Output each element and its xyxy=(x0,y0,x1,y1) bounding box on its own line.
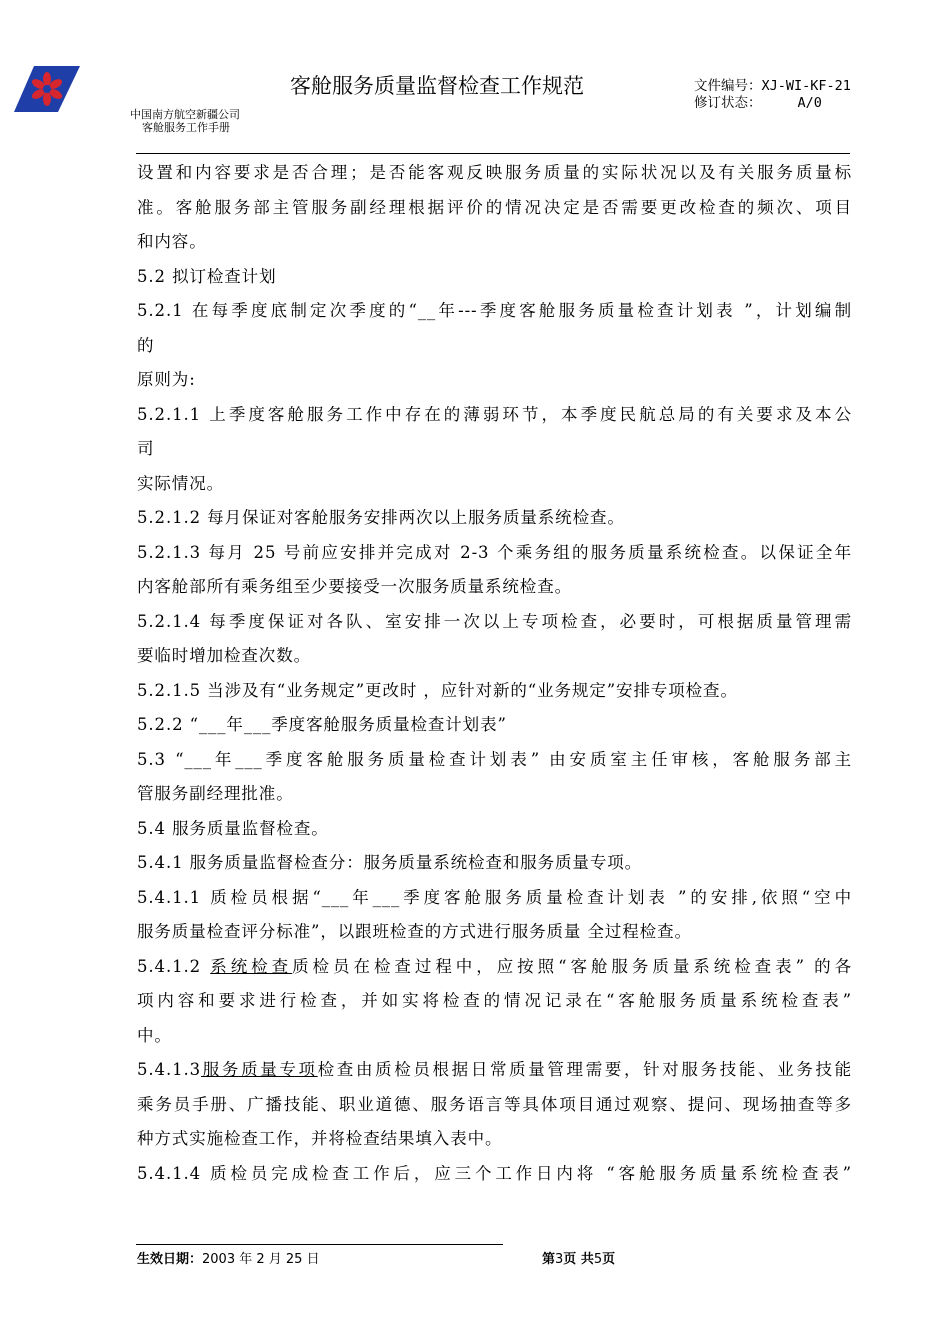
body-line: 5.4.1 服务质量监督检查分：服务质量系统检查和服务质量专项。 xyxy=(137,853,643,872)
document-meta xyxy=(694,78,851,112)
body-line: 5.2.1.3 每月 25 号前应安排并完成对 2-3 个乘务组的服务质量系统检查。以保证全年 xyxy=(137,542,852,562)
page-mid: 页 共 xyxy=(563,1252,594,1267)
company-name: 中国南方航空新疆公司 xyxy=(130,108,240,121)
body-line: 5.2.1.4 每季度保证对各队、室安排一次以上专项检查，必要时，可根据质量管理需 xyxy=(137,611,852,631)
revision: A/0 xyxy=(797,95,822,111)
body-line: 乘务员手册、广播技能、职业道德、服务语言等具体项目通过观察、提问、现场抽查等多 xyxy=(137,1094,852,1114)
document-body xyxy=(137,156,852,1191)
body-line: 的 xyxy=(137,335,155,355)
body-line: 5.2.1.2 每月保证对客舱服务安排两次以上服务质量系统检查。 xyxy=(137,508,625,527)
revision-label: 修订状态： xyxy=(694,95,762,111)
body-line: 内客舱部所有乘务组至少要接受一次服务质量系统检查。 xyxy=(137,577,572,596)
company-logo xyxy=(14,64,80,114)
header-divider xyxy=(136,153,850,154)
underlined-term: 系统检查 xyxy=(210,956,293,976)
page-total: 5 xyxy=(593,1252,603,1267)
company-block xyxy=(130,108,240,134)
body-line: 实际情况。 xyxy=(137,473,224,493)
underlined-term: 服务质量专项 xyxy=(201,1060,318,1079)
body-line: 项内容和要求进行检查，并如实将检查的情况记录在“客舱服务质量系统检查表” xyxy=(137,991,852,1010)
body-line: 司 xyxy=(137,439,155,458)
body-line: 准。客舱服务部主管服务副经理根据评价的情况决定是否需要更改检查的频次、项目 xyxy=(137,197,852,217)
doc-no: XJ-WI-KF-21 xyxy=(761,78,851,94)
page-prefix: 第 xyxy=(542,1252,556,1267)
manual-name: 客舱服务工作手册 xyxy=(142,121,230,134)
body-line: 5.2.1 在每季度底制定次季度的“__年---季度客舱服务质量检查计划表 ”，计划编制 xyxy=(137,301,852,320)
body-line: 管服务副经理批准。 xyxy=(137,784,294,803)
body-line: 种方式实施检查工作，并将检查结果填入表中。 xyxy=(137,1129,503,1148)
body-line: 5.2.1.5 当涉及有“业务规定”更改时 ，应针对新的“业务规定”安排专项检查。 xyxy=(137,680,738,700)
section-heading: 5.4 服务质量监督检查。 xyxy=(137,818,329,838)
page-suffix: 页 xyxy=(602,1252,616,1267)
body-line: 5.2.2 “___年___季度客舱服务质量检查计划表” xyxy=(137,715,507,734)
page-current: 3 xyxy=(555,1252,564,1267)
clause-text: 质检员在检查过程中，应按照“客舱服务质量系统检查表” 的各 xyxy=(292,956,852,976)
body-line: 和内容。 xyxy=(137,232,207,251)
body-line: 5.2.1.1 上季度客舱服务工作中存在的薄弱环节，本季度民航总局的有关要求及本公 xyxy=(137,404,852,424)
effective-date-value: 2003 年 2 月 25 日 xyxy=(202,1252,320,1267)
effective-date xyxy=(137,1248,320,1267)
clause-number: 5.4.1.3 xyxy=(137,1060,202,1079)
body-line: 5.3 “___年___季度客舱服务质量检查计划表” 由安质室主任审核，客舱服务部主 xyxy=(137,749,852,769)
body-line: 设置和内容要求是否合理；是否能客观反映服务质量的实际状况以及有关服务质量标 xyxy=(137,163,852,182)
body-line xyxy=(137,950,852,985)
body-line xyxy=(137,1053,852,1088)
body-line: 中。 xyxy=(137,1025,172,1045)
body-line: 服务质量检查评分标准”，以跟班检查的方式进行服务质量 全过程检查。 xyxy=(137,922,692,941)
body-line: 5.4.1.4 质检员完成检查工作后，应三个工作日内将 “客舱服务质量系统检查表” xyxy=(137,1163,852,1183)
body-line: 5.4.1.1 质检员根据“___年___季度客舱服务质量检查计划表 ”的安排,依照“空中 xyxy=(137,887,852,907)
clause-number: 5.4.1.2 xyxy=(137,956,211,976)
clause-text: 检查由质检员根据日常质量管理需要，针对服务技能、业务技能 xyxy=(317,1060,852,1079)
doc-no-label: 文件编号： xyxy=(694,78,762,94)
footer-divider xyxy=(136,1244,503,1245)
document-title: 客舱服务质量监督检查工作规范 xyxy=(290,74,584,98)
body-line: 原则为: xyxy=(137,370,196,389)
section-heading: 5.2 拟订检查计划 xyxy=(137,266,277,286)
body-line: 要临时增加检查次数。 xyxy=(137,646,311,665)
effective-label: 生效日期： xyxy=(137,1252,203,1267)
page-number xyxy=(542,1248,615,1267)
